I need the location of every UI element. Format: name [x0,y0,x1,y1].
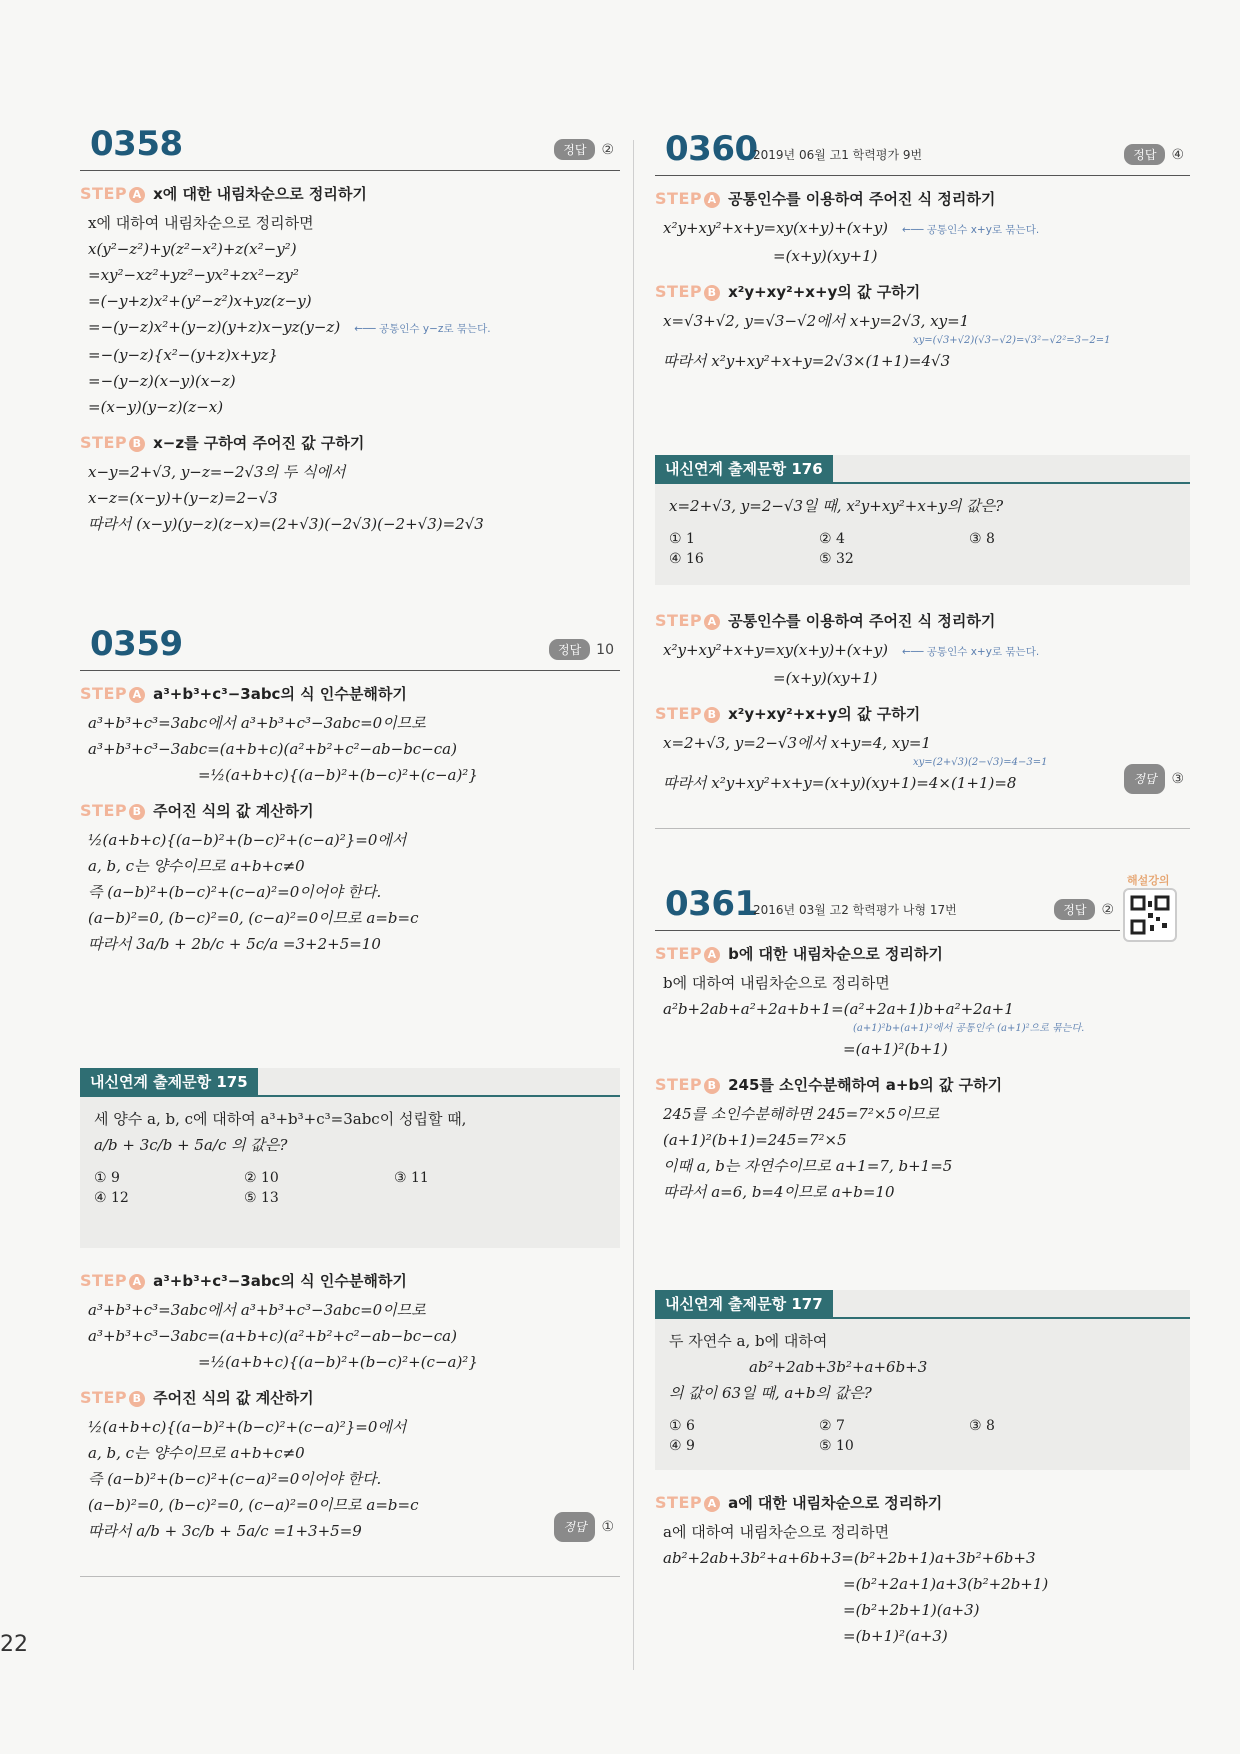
choice[interactable]: ① 1 [669,531,695,547]
answer-value: ④ [1171,146,1184,163]
step-title: 공통인수를 이용하여 주어진 식 정리하기 [728,190,996,208]
choice[interactable]: ⑤ 13 [244,1190,279,1206]
side-note: ←── 공통인수 y−z로 묶는다. [354,323,491,335]
step-b-body [80,459,620,537]
choice[interactable]: ② 4 [819,531,845,547]
step-a-body [655,970,1190,1062]
step-b-heading [80,1387,620,1408]
solution-line: =(x+y)(xy+1) [773,247,878,265]
side-note: ←── 공통인수 x+y로 묶는다. [902,224,1040,236]
answer-value: ② [1101,901,1114,918]
solution-line: a³+b³+c³=3abc에서 a³+b³+c³−3abc=0이므로 [88,714,426,732]
question-text: a/b + 3c/b + 5a/c 의 값은? [94,1136,288,1154]
right-column [655,0,1190,1754]
step-b-heading [655,1074,1190,1095]
solution-line: x²y+xy²+x+y=xy(x+y)+(x+y) ←── 공통인수 x+y로 묶는다. [663,641,1040,659]
choices [669,1418,1176,1454]
step-title: x에 대한 내림차순으로 정리하기 [153,185,367,203]
step-title: 245를 소인수분해하여 a+b의 값 구하기 [728,1076,1003,1094]
answer-badge: 정답 [1054,899,1095,920]
related-header [655,455,1190,483]
solution-line: a에 대하여 내림차순으로 정리하면 [663,1523,890,1541]
choices [94,1170,606,1206]
solution-line: x에 대하여 내림차순으로 정리하면 [88,214,314,232]
answer-value: 10 [596,641,614,658]
choice[interactable]: ② 10 [244,1170,279,1186]
problem-header [655,880,1120,931]
choice[interactable]: ① 6 [669,1418,695,1434]
solution-line: a³+b³+c³−3abc=(a+b+c)(a²+b²+c²−ab−bc−ca) [88,1327,457,1345]
choice[interactable]: ⑤ 32 [819,551,854,567]
choice[interactable]: ④ 9 [669,1438,695,1454]
step-tag: STEP A [80,684,145,703]
sub-note: (a+1)²b+(a+1)²에서 공통인수 (a+1)²으로 묶는다. [853,1023,1085,1034]
answer-badge: 정답 [554,1512,595,1542]
solution-line: x−y=2+√3, y−z=−2√3의 두 식에서 [88,463,346,481]
step-tag: STEP A [80,184,145,203]
step-a-body [80,710,620,788]
related-176-solution [655,598,1190,796]
choice[interactable]: ③ 8 [969,531,995,547]
answer-badge: 정답 [549,639,590,660]
solution-line: 즉 (a−b)²+(b−c)²+(c−a)²=0이어야 한다. [88,1470,382,1488]
question-text: 두 자연수 a, b에 대하여 [669,1332,828,1350]
step-a-heading [80,683,620,704]
answer-badge: 정답 [554,139,595,160]
step-a-body [80,1297,620,1375]
solution-line: a, b, c는 양수이므로 a+b+c≠0 [88,857,305,875]
divider [80,1576,620,1577]
related-problem-175 [80,1068,620,1248]
related-problem-176 [655,455,1190,585]
step-a-body [655,215,1190,269]
related-problem-177 [655,1290,1190,1470]
step-a-body [655,1519,1190,1649]
step-tag: STEP B [80,801,145,820]
solution-line: x−z=(x−y)+(y−z)=2−√3 [88,489,278,507]
step-title: 주어진 식의 값 계산하기 [153,802,314,820]
step-a-heading [655,1492,1190,1513]
question-text: 세 양수 a, b, c에 대하여 a³+b³+c³=3abc이 성립할 때, [94,1110,467,1128]
choice[interactable]: ⑤ 10 [819,1438,854,1454]
question-text: ab²+2ab+3b²+a+6b+3 [749,1358,928,1376]
solution-line: =−(y−z)x²+(y−z)(y+z)x−yz(y−z) ←── 공통인수 y−z로 묶는다. [88,318,491,336]
step-b-body [655,1101,1190,1205]
answer-value: ② [601,141,614,158]
step-a-body [655,637,1190,691]
sub-note: xy=(2+√3)(2−√3)=4−3=1 [913,757,1048,768]
step-tag: STEP A [655,611,720,630]
divider [655,482,1190,484]
problem-0361 [655,880,1190,1205]
step-b-body [80,827,620,957]
related-175-solution [80,1258,620,1544]
step-b-body [655,308,1190,374]
solution-line: ½(a+b+c){(a−b)²+(b−c)²+(c−a)²}=0에서 [88,1418,407,1436]
solution-line: 따라서 x²y+xy²+x+y=2√3×(1+1)=4√3 [663,352,951,370]
sub-note: xy=(√3+√2)(√3−√2)=√3²−√2²=3−2=1 [913,335,1111,346]
choice[interactable]: ④ 16 [669,551,704,567]
solution-line: ½(a+b+c){(a−b)²+(b−c)²+(c−a)²}=0에서 [88,831,407,849]
solution-line: 따라서 (x−y)(y−z)(z−x)=(2+√3)(−2√3)(−2+√3)=2√3 [88,515,484,533]
solution-line: =xy²−xz²+yz²−yx²+zx²−zy² [88,266,299,284]
problem-source: 2016년 03월 고2 학력평가 나형 17번 [753,903,957,917]
step-title: x²y+xy²+x+y의 값 구하기 [728,283,921,301]
step-b-heading [80,432,620,453]
question-text: 의 값이 63일 때, a+b의 값은? [669,1384,872,1402]
related-title: 내신연계 출제문항 177 [655,1290,833,1318]
related-header [655,1290,1190,1318]
answer-value: ③ [1171,771,1184,787]
step-tag: STEP A [655,189,720,208]
solution-line: =(b²+2b+1)(a+3) [843,1601,980,1619]
solution-line: b에 대하여 내림차순으로 정리하면 [663,974,890,992]
step-b-heading [80,800,620,821]
solution-line: 245를 소인수분해하면 245=7²×5이므로 [663,1105,940,1123]
step-title: a³+b³+c³−3abc의 식 인수분해하기 [153,685,407,703]
step-title: x²y+xy²+x+y의 값 구하기 [728,705,921,723]
step-tag: STEP B [80,433,145,452]
problem-0360 [655,125,1190,374]
answer [1124,144,1184,165]
step-b-body [655,730,1190,796]
solution-line: =−(y−z){x²−(y+z)x+yz} [88,346,278,364]
problem-0358 [80,120,620,537]
solution-line: 이때 a, b는 자연수이므로 a+1=7, b+1=5 [663,1157,953,1175]
related-177-solution [655,1480,1190,1649]
solution-line: =(x+y)(xy+1) [773,669,878,687]
problem-header [80,620,620,671]
choice[interactable]: ② 7 [819,1418,845,1434]
step-b-heading [655,281,1190,302]
choice[interactable]: ③ 8 [969,1418,995,1434]
step-tag: STEP B [655,704,720,723]
step-a-heading [80,183,620,204]
problem-0359 [80,620,620,957]
answer [549,639,614,660]
solution-line: 따라서 a=6, b=4이므로 a+b=10 [663,1183,895,1201]
left-column [80,0,620,1754]
answer [554,1512,614,1542]
related-body [655,483,1190,579]
solution-line: 따라서 3a/b + 2b/c + 5c/a =3+2+5=10 [88,935,381,953]
solution-line: (a+1)²(b+1)=245=7²×5 [663,1131,847,1149]
choice[interactable]: ① 9 [94,1170,120,1186]
problem-header [655,125,1190,176]
step-tag: STEP A [80,1271,145,1290]
solution-line: =(b+1)²(a+3) [843,1627,948,1645]
step-a-heading [655,610,1190,631]
choices [669,531,1176,567]
solution-line: (a−b)²=0, (b−c)²=0, (c−a)²=0이므로 a=b=c [88,1496,419,1514]
step-title: 공통인수를 이용하여 주어진 식 정리하기 [728,612,996,630]
solution-line: =−(y−z)(x−y)(x−z) [88,372,236,390]
choice[interactable]: ③ 11 [394,1170,429,1186]
step-b-body [80,1414,620,1544]
step-a-heading [655,943,1190,964]
solution-line: =½(a+b+c){(a−b)²+(b−c)²+(c−a)²} [198,766,478,784]
related-body [80,1096,620,1218]
step-tag: STEP B [655,282,720,301]
step-tag: STEP A [655,1493,720,1512]
solution-line: x=√3+√2, y=√3−√2에서 x+y=2√3, xy=1 [663,312,970,330]
solution-line: x(y²−z²)+y(z²−x²)+z(x²−y²) [88,240,297,258]
divider [655,1317,1190,1319]
step-tag: STEP A [655,944,720,963]
answer [554,139,614,160]
choice[interactable]: ④ 12 [94,1190,129,1206]
step-title: a에 대한 내림차순으로 정리하기 [728,1494,943,1512]
step-title: b에 대한 내림차순으로 정리하기 [728,945,943,963]
problem-number: 0359 [90,624,183,664]
related-body [655,1318,1190,1466]
answer [1124,764,1184,794]
solution-line: (a−b)²=0, (b−c)²=0, (c−a)²=0이므로 a=b=c [88,909,419,927]
answer-badge: 정답 [1124,764,1165,794]
solution-line: 즉 (a−b)²+(b−c)²+(c−a)²=0이어야 한다. [88,883,382,901]
solution-line: =½(a+b+c){(a−b)²+(b−c)²+(c−a)²} [198,1353,478,1371]
solution-line: =(−y+z)x²+(y²−z²)x+yz(z−y) [88,292,312,310]
solution-line: a³+b³+c³−3abc=(a+b+c)(a²+b²+c²−ab−bc−ca) [88,740,457,758]
problem-number: 0358 [90,124,183,164]
side-note: ←── 공통인수 x+y로 묶는다. [902,646,1040,658]
step-tag: STEP B [655,1075,720,1094]
solution-line: a³+b³+c³=3abc에서 a³+b³+c³−3abc=0이므로 [88,1301,426,1319]
problem-header [80,120,620,171]
problem-number: 0360 [665,129,758,169]
divider [655,828,1190,829]
problem-number: 0361 [665,884,758,924]
answer-value: ① [601,1519,614,1535]
solution-line: a²b+2ab+a²+2a+b+1=(a²+2a+1)b+a²+2a+1 [663,1000,1014,1018]
related-header [80,1068,620,1096]
question-text: x=2+√3, y=2−√3일 때, x²y+xy²+x+y의 값은? [669,497,1004,515]
related-title: 내신연계 출제문항 175 [80,1068,258,1096]
solution-line: x=2+√3, y=2−√3에서 x+y=4, xy=1 [663,734,931,752]
column-divider [633,140,634,1670]
solution-line: x²y+xy²+x+y=xy(x+y)+(x+y) ←── 공통인수 x+y로 묶는다. [663,219,1040,237]
answer [1054,899,1114,920]
solution-line: =(a+1)²(b+1) [843,1040,948,1058]
problem-source: 2019년 06월 고1 학력평가 9번 [753,148,923,162]
step-b-heading [655,703,1190,724]
divider [80,1095,620,1097]
solution-line: 따라서 x²y+xy²+x+y=(x+y)(xy+1)=4×(1+1)=8 정답 ③ [663,770,1190,796]
step-a-heading [80,1270,620,1291]
solution-line: 따라서 a/b + 3c/b + 5a/c =1+3+5=9 정답 ① [88,1518,620,1544]
step-title: a³+b³+c³−3abc의 식 인수분해하기 [153,1272,407,1290]
related-title: 내신연계 출제문항 176 [655,455,833,483]
page-number: 22 [0,1632,28,1657]
step-title: x−z를 구하여 주어진 값 구하기 [153,434,365,452]
answer-badge: 정답 [1124,144,1165,165]
step-tag: STEP B [80,1388,145,1407]
solution-line: =(x−y)(y−z)(z−x) [88,398,224,416]
step-a-body [80,210,620,420]
solution-line: =(b²+2a+1)a+3(b²+2b+1) [843,1575,1049,1593]
qr-label: 해설강의 [1127,874,1170,887]
step-a-heading [655,188,1190,209]
solution-line: ab²+2ab+3b²+a+6b+3=(b²+2b+1)a+3b²+6b+3 [663,1549,1036,1567]
step-title: 주어진 식의 값 계산하기 [153,1389,314,1407]
solution-line: a, b, c는 양수이므로 a+b+c≠0 [88,1444,305,1462]
